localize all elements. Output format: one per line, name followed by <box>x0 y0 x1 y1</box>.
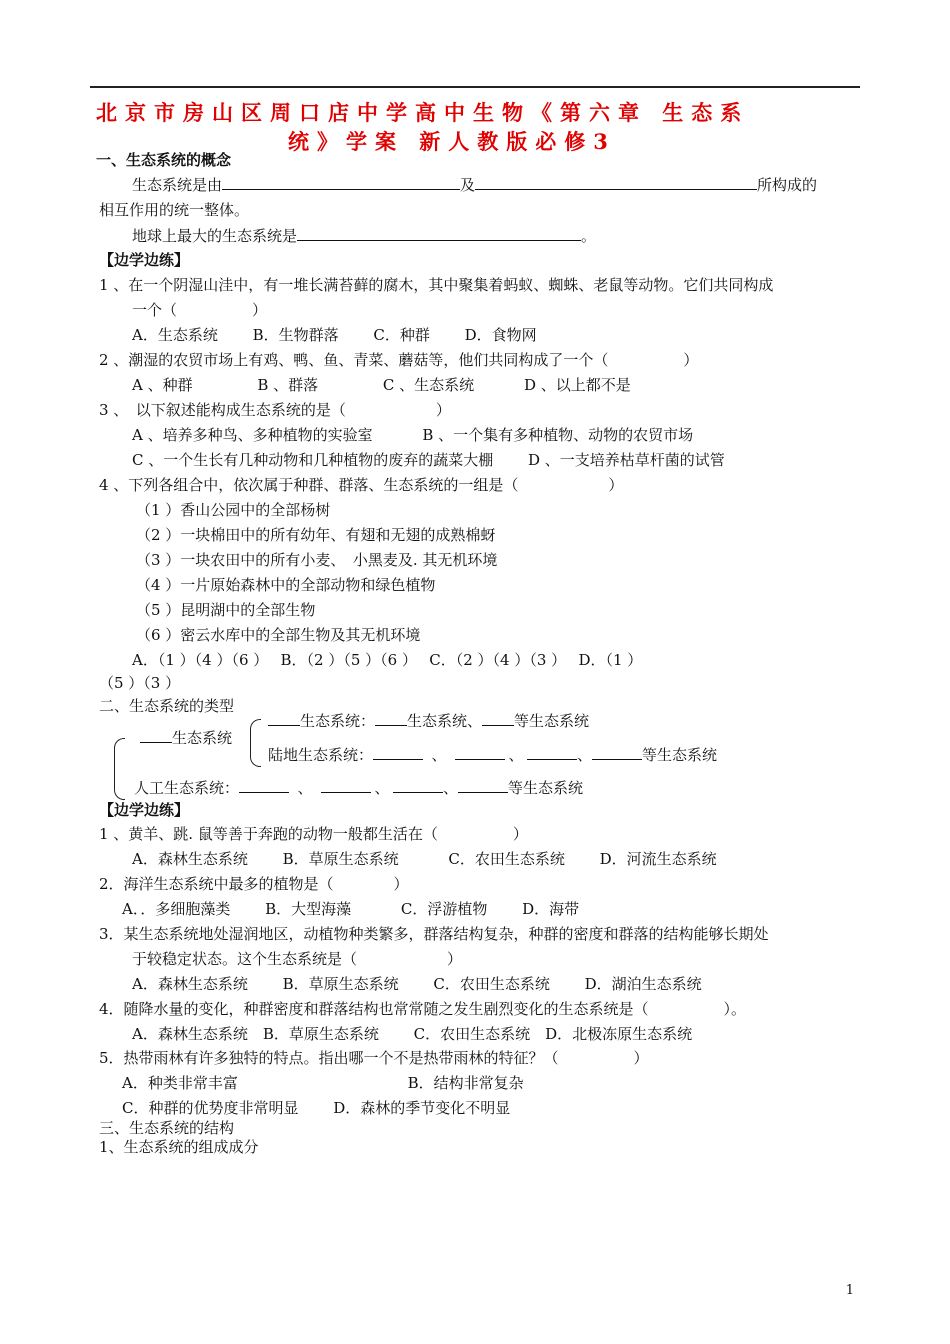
blank <box>268 711 300 726</box>
s1-text: 生态系统是由 <box>132 176 223 194</box>
s1-text: 地球上最大的生态系统是 <box>132 227 298 245</box>
p2-q3a: 3．某生态系统地处湿润地区，动植物种类繁多，群落结构复杂，种群的密度和群落的结构能够长期处 <box>99 925 769 943</box>
blank <box>321 778 371 793</box>
p2-q5-options-cd: C．种群的优势度非常明显 D．森林的季节变化不明显 <box>122 1099 511 1117</box>
p2-q5: 5．热带雨林有许多独特的特点。指出哪一个不是热带雨林的特征？（ ） <box>99 1049 649 1067</box>
document-title-line1: 北京市房山区周口店中学高中生物《第六章 生态系 <box>96 100 750 125</box>
p1-q1b: 一个（ ） <box>132 301 268 319</box>
practice2-heading: 【边学边练】 <box>99 801 190 819</box>
s1-text: 及 <box>460 176 476 194</box>
p2-q3b: 于较稳定状态。这个生态系统是（ ） <box>132 950 463 968</box>
blank <box>393 778 443 793</box>
s1-paragraph3 <box>132 226 596 246</box>
p1-q1-options: A．生态系统 B．生物群落 C．种群 D．食物网 <box>132 326 537 344</box>
blank <box>475 175 757 190</box>
blank <box>455 745 505 760</box>
natural-ecosystem-label <box>140 728 232 748</box>
section1-heading: 一、生态系统的概念 <box>96 151 232 169</box>
s2-text: 、 <box>443 779 459 797</box>
p1-q3-options-cd: C 、一个生长有几种动物和几种植物的废弃的蔬菜大棚 D 、一支培养枯草杆菌的试管 <box>132 451 725 469</box>
p2-q1-options: A．森林生态系统 B．草原生态系统 C．农田生态系统 D．河流生态系统 <box>132 850 717 868</box>
blank <box>297 226 581 241</box>
s1-text: 。 <box>581 227 597 245</box>
aquatic-row <box>268 711 589 731</box>
s2-text: 、 <box>431 746 447 764</box>
section2-heading: 二、生态系统的类型 <box>99 697 235 715</box>
p2-q4: 4．随降水量的变化，种群密度和群落结构也常常随之发生剧烈变化的生态系统是（ ）。 <box>99 1000 747 1018</box>
p1-q4-item: （3 ）一块农田中的所有小麦、 小黑麦及. 其无机环境 <box>136 551 498 569</box>
s1-text: 所构成的 <box>757 176 818 194</box>
p1-q3-options-ab: A 、培养多种鸟、多种植物的实验室 B 、一个集有多种植物、动物的农贸市场 <box>132 426 694 444</box>
blank <box>482 711 514 726</box>
land-row <box>268 745 717 765</box>
p2-q5-options-ab: A．种类非常丰富 B．结构非常复杂 <box>122 1074 524 1092</box>
s2-text: 、 <box>577 746 593 764</box>
p1-q4-item: （1 ）香山公园中的全部杨树 <box>136 501 331 519</box>
artificial-row <box>134 778 583 798</box>
header-rule <box>90 86 860 88</box>
s2-text: 生态系统 <box>172 729 233 747</box>
document-title-line2: 统》学案 新人教版必修3 <box>288 129 616 154</box>
s2-text: 等生态系统 <box>508 779 584 797</box>
section3-heading: 三、生态系统的结构 <box>99 1119 235 1137</box>
p1-q4-item: （2 ）一块棉田中的所有幼年、有翅和无翅的成熟棉蚜 <box>136 526 496 544</box>
p1-q4-item: （5 ）昆明湖中的全部生物 <box>136 601 316 619</box>
s1-paragraph2: 相互作用的统一整体。 <box>99 201 250 219</box>
blank <box>222 175 460 190</box>
section3-subheading: 1、生态系统的组成成分 <box>99 1138 259 1156</box>
p1-q2: 2 、潮湿的农贸市场上有鸡、鸭、鱼、青菜、蘑菇等，他们共同构成了一个（ ） <box>99 351 699 369</box>
p1-q3: 3 、 以下叙述能构成生态系统的是（ ） <box>99 401 451 419</box>
p2-q3-options: A．森林生态系统 B．草原生态系统 C．农田生态系统 D．湖泊生态系统 <box>132 975 702 993</box>
blank <box>239 778 289 793</box>
p2-q2-options: A．．多细胞藻类 B．大型海藻 C．浮游植物 D．海带 <box>122 900 580 918</box>
blank <box>592 745 642 760</box>
p1-q4-options-cont: （5 ）（3 ） <box>99 674 181 692</box>
blank <box>458 778 508 793</box>
blank <box>140 728 172 743</box>
s2-text: 生态系统： <box>300 712 376 730</box>
s2-text: 、 <box>297 779 313 797</box>
p1-q2-options: A 、种群 B 、群落 C 、生态系统 D 、以上都不是 <box>132 376 631 394</box>
s1-paragraph1 <box>132 175 817 195</box>
s2-text: 生态系统、 <box>407 712 483 730</box>
p1-q4-item: （4 ）一片原始森林中的全部动物和绿色植物 <box>136 576 436 594</box>
blank <box>373 745 423 760</box>
inner-brace <box>250 719 261 767</box>
s2-text: 等生态系统 <box>642 746 718 764</box>
s2-text: 、 <box>508 746 524 764</box>
p1-q4-item: （6 ）密云水库中的全部生物及其无机环境 <box>136 626 421 644</box>
practice1-heading: 【边学边练】 <box>99 251 190 269</box>
s2-text: 陆地生态系统： <box>268 746 374 764</box>
blank <box>527 745 577 760</box>
p1-q4: 4 、下列各组合中，依次属于种群、群落、生态系统的一组是（ ） <box>99 476 624 494</box>
p2-q1: 1 、黄羊、跳. 鼠等善于奔跑的动物一般都生活在（ ） <box>99 825 528 843</box>
p2-q4-options: A．森林生态系统 B．草原生态系统 C．农田生态系统 D．北极冻原生态系统 <box>132 1025 693 1043</box>
p1-q1a: 1 、在一个阴湿山洼中，有一堆长满苔藓的腐木，其中聚集着蚂蚁、蜘蛛、老鼠等动物。它们共同构成 <box>99 276 774 294</box>
blank <box>375 711 407 726</box>
outer-brace <box>114 738 125 800</box>
p2-q2: 2．海洋生态系统中最多的植物是（ ） <box>99 875 409 893</box>
s2-text: 等生态系统 <box>514 712 590 730</box>
p1-q4-options: A．（1 ）（4 ）（6 ） B．（2 ）（5 ）（6 ） C．（2 ）（4 ）（3 ） D．（1 ） <box>132 651 643 669</box>
s2-text: 人工生态系统： <box>134 779 240 797</box>
page-number: 1 <box>845 1283 854 1298</box>
s2-text: 、 <box>374 779 390 797</box>
